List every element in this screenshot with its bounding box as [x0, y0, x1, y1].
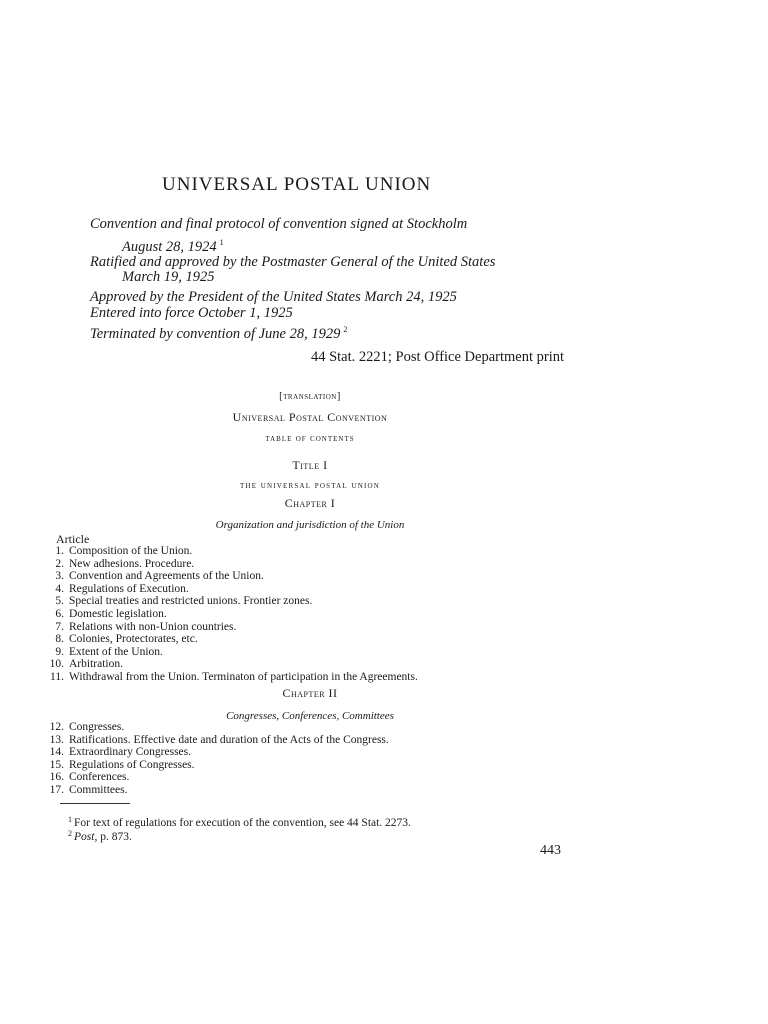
universal-union-heading: the universal postal union — [239, 481, 381, 491]
footnote-ref-2: 2 — [343, 325, 348, 334]
article-label: Article — [56, 532, 90, 546]
list-item: 8. Colonies, Protectorates, etc. — [55, 633, 198, 646]
chapter-i-article-list — [42, 545, 418, 684]
list-item: 1. Composition of the Union. — [55, 545, 193, 557]
history-line-terminated: Terminated by convention of June 28, 1929 $^2$ — [90, 325, 348, 342]
list-item: 4. Regulations of Execution. — [55, 582, 189, 595]
list-item: 13. Ratifications. Effective date and duration of the Acts of the Congress. — [49, 733, 389, 746]
page-number: 443 — [540, 843, 561, 858]
chapter-i-subtitle: Organization and jurisdiction of the Union — [215, 519, 405, 531]
list-item: 7. Relations with non-Union countries. — [55, 620, 237, 633]
translation-label: [translation] — [279, 391, 341, 402]
footnote-divider — [60, 803, 130, 804]
chapter-i-heading: Chapter I — [284, 496, 336, 510]
history-line-ratified: Ratified and approved by the Postmaster General of the United States — [90, 254, 496, 270]
list-item: 2. New adhesions. Procedure. — [55, 557, 195, 570]
history-line-signed: Convention and final protocol of convention signed at Stockholm — [90, 216, 468, 232]
footnote-1: $^1$ For text of regulations for execution of the convention, see 44 Stat. 2273. — [68, 815, 411, 829]
page-title: UNIVERSAL POSTAL UNION — [162, 174, 432, 195]
footnote-ref-1: 1 — [219, 238, 224, 247]
list-item: 5. Special treaties and restricted unions. Frontier zones. — [55, 595, 313, 608]
history-line-entered: Entered into force October 1, 1925 — [90, 305, 293, 321]
history-line-approved: Approved by the President of the United States March 24, 1925 — [90, 289, 457, 305]
list-item: 9. Extent of the Union. — [55, 645, 163, 658]
list-item: 12. Congresses. — [49, 721, 125, 733]
toc-heading: table of contents — [265, 434, 355, 444]
chapter-ii-subtitle: Congresses, Conferences, Committees — [226, 710, 394, 722]
list-item: 15. Regulations of Congresses. — [49, 758, 195, 771]
title-i-heading: Title I — [292, 458, 328, 472]
list-item: 3. Convention and Agreements of the Union. — [55, 570, 264, 583]
list-item: 10. Arbitration. — [49, 658, 123, 671]
chapter-ii-article-list — [42, 721, 389, 797]
chapter-ii-heading: Chapter II — [282, 686, 338, 700]
statute-citation: 44 Stat. 2221; Post Office Department print — [310, 349, 564, 365]
history-line-date: August 28, 1924 $^1$ — [122, 238, 224, 255]
list-item: 6. Domestic legislation. — [55, 607, 167, 620]
convention-heading: Universal Postal Convention — [232, 410, 388, 424]
footnote-2: $^2$ Post, p. 873. — [68, 829, 132, 843]
history-line-ratified-date: March 19, 1925 — [122, 269, 215, 285]
list-item: 17. Committees. — [49, 783, 128, 796]
list-item: 14. Extraordinary Congresses. — [49, 746, 191, 759]
list-item: 11. Withdrawal from the Union. Terminaton of participation in the Agreements. — [50, 670, 418, 683]
list-item: 16. Conferences. — [49, 771, 130, 784]
